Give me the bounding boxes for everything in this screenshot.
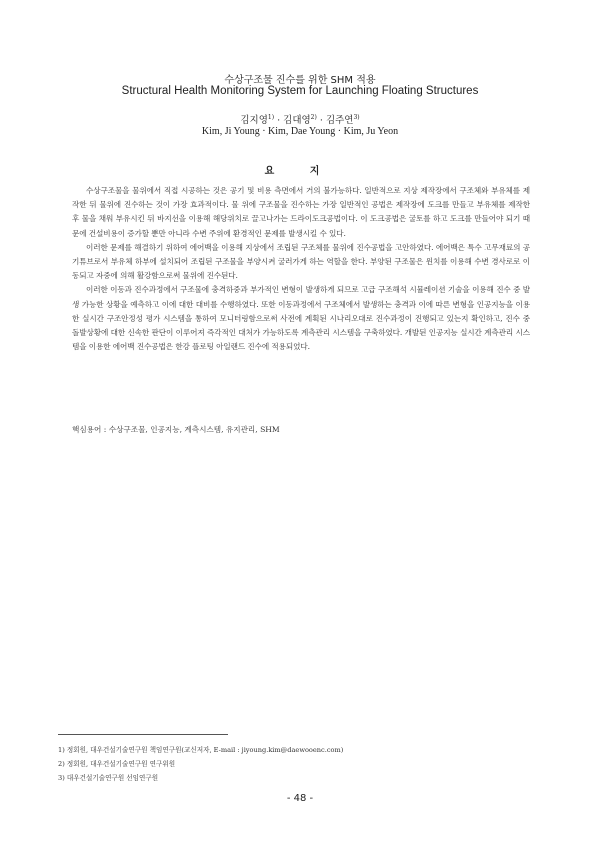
abstract-paragraph: 수상구조물을 물위에서 직접 시공하는 것은 공기 및 비용 측면에서 거의 불가능하다. 일반적으로 지상 제작장에서 구조체와 부유체를 제작한 뒤 물위에 진수하는 것이 가장 효과적이다. 물 위에 구조물을 진수하는 가장 일반적인 공법은 제작장에 도크를 만들고 부유체를 제작한 후 물을 채워 부유시킨 뒤 바지선을 이용해 해당위치로 끌고나가는 드라이도크공법이다. 이 도크공법은 굴토를 하고 도크를 만들어야 되기 때문에 건설비용이 증가할 뿐만 아니라 수변 주위에 환경적인 문제를 발생시킬 수 있다. [72, 186, 530, 238]
footnote: 2) 정회원, 대우건설기술연구원 연구위원 [58, 760, 176, 768]
author-name: 김지영 [240, 115, 268, 126]
page-number: - 48 - [286, 793, 314, 804]
author-separator: · [319, 115, 323, 126]
author-name: 김대영 [283, 115, 311, 126]
abstract-paragraph: 이러한 이동과 진수과정에서 구조물에 충격하중과 부가적인 변형이 발생하게 되므로 고급 구조해석 시뮬레이션 기술을 이용해 진수 중 발생 가능한 상황을 예측하고 이에 대한 대비를 수행하였다. 또한 이동과정에서 구조체에서 발생하는 충격과 이에 따른 변형을 인공지능을 이용한 실시간 구조안정성 평가 시스템을 통하여 모니터링함으로써 사전에 계획된 시나리오대로 진수과정이 진행되고 있는지 확인하고, 진수 중 돌발상황에 대한 신속한 판단이 이루어져 즉각적인 대처가 가능하도록 계측관리 시스템을 구축하였다. 개발된 인공지능 실시간 계측관리 시스템을 이용한 에어백 진수공법은 한강 플로팅 아일랜드 진수에 적용되었다. [72, 285, 530, 352]
author-name: 김주연 [325, 115, 354, 126]
abstract-paragraph: 이러한 문제를 해결하기 위하여 에어백을 이용해 지상에서 조립된 구조체를 물위에 진수공법을 고안하였다. 에어백은 특수 고무재료의 공기튜브로서 부유체 하부에 설치되어 조립된 구조물을 부양시켜 굴러가게 하는 역할을 한다. 부양된 구조물은 윈치를 이용해 수변 경사로로 이동되고 자중에 의해 활강함으로써 물위에 진수된다. [72, 242, 530, 281]
abstract-heading: 요 지 [264, 166, 336, 177]
author-footnote-mark: 1) [267, 113, 275, 121]
footnote: 3) 대우건설기술연구원 선임연구원 [58, 774, 159, 782]
authors-korean [0, 112, 600, 126]
authors-english: Kim, Ji Young · Kim, Dae Young · Kim, Ju Yeon [201, 126, 399, 137]
footnote-divider [58, 734, 228, 735]
paper-title-english: Structural Health Monitoring System for Launching Floating Structures [121, 85, 479, 97]
author-footnote-mark: 3) [353, 113, 360, 121]
abstract-body [72, 184, 530, 354]
paper-title-korean: 수상구조물 진수를 위한 SHM 적용 [224, 75, 376, 86]
footnote: 1) 정회원, 대우건설기술연구원 책임연구원(교신저자, E-mail : jiyoung.kim@daewooenc.com) [58, 746, 344, 754]
footnotes [58, 743, 528, 785]
keywords: 핵심용어 : 수상구조물, 인공지능, 계측시스템, 유지관리, SHM [72, 425, 280, 434]
author-footnote-mark: 2) [310, 113, 317, 121]
author-separator: · [277, 115, 281, 126]
